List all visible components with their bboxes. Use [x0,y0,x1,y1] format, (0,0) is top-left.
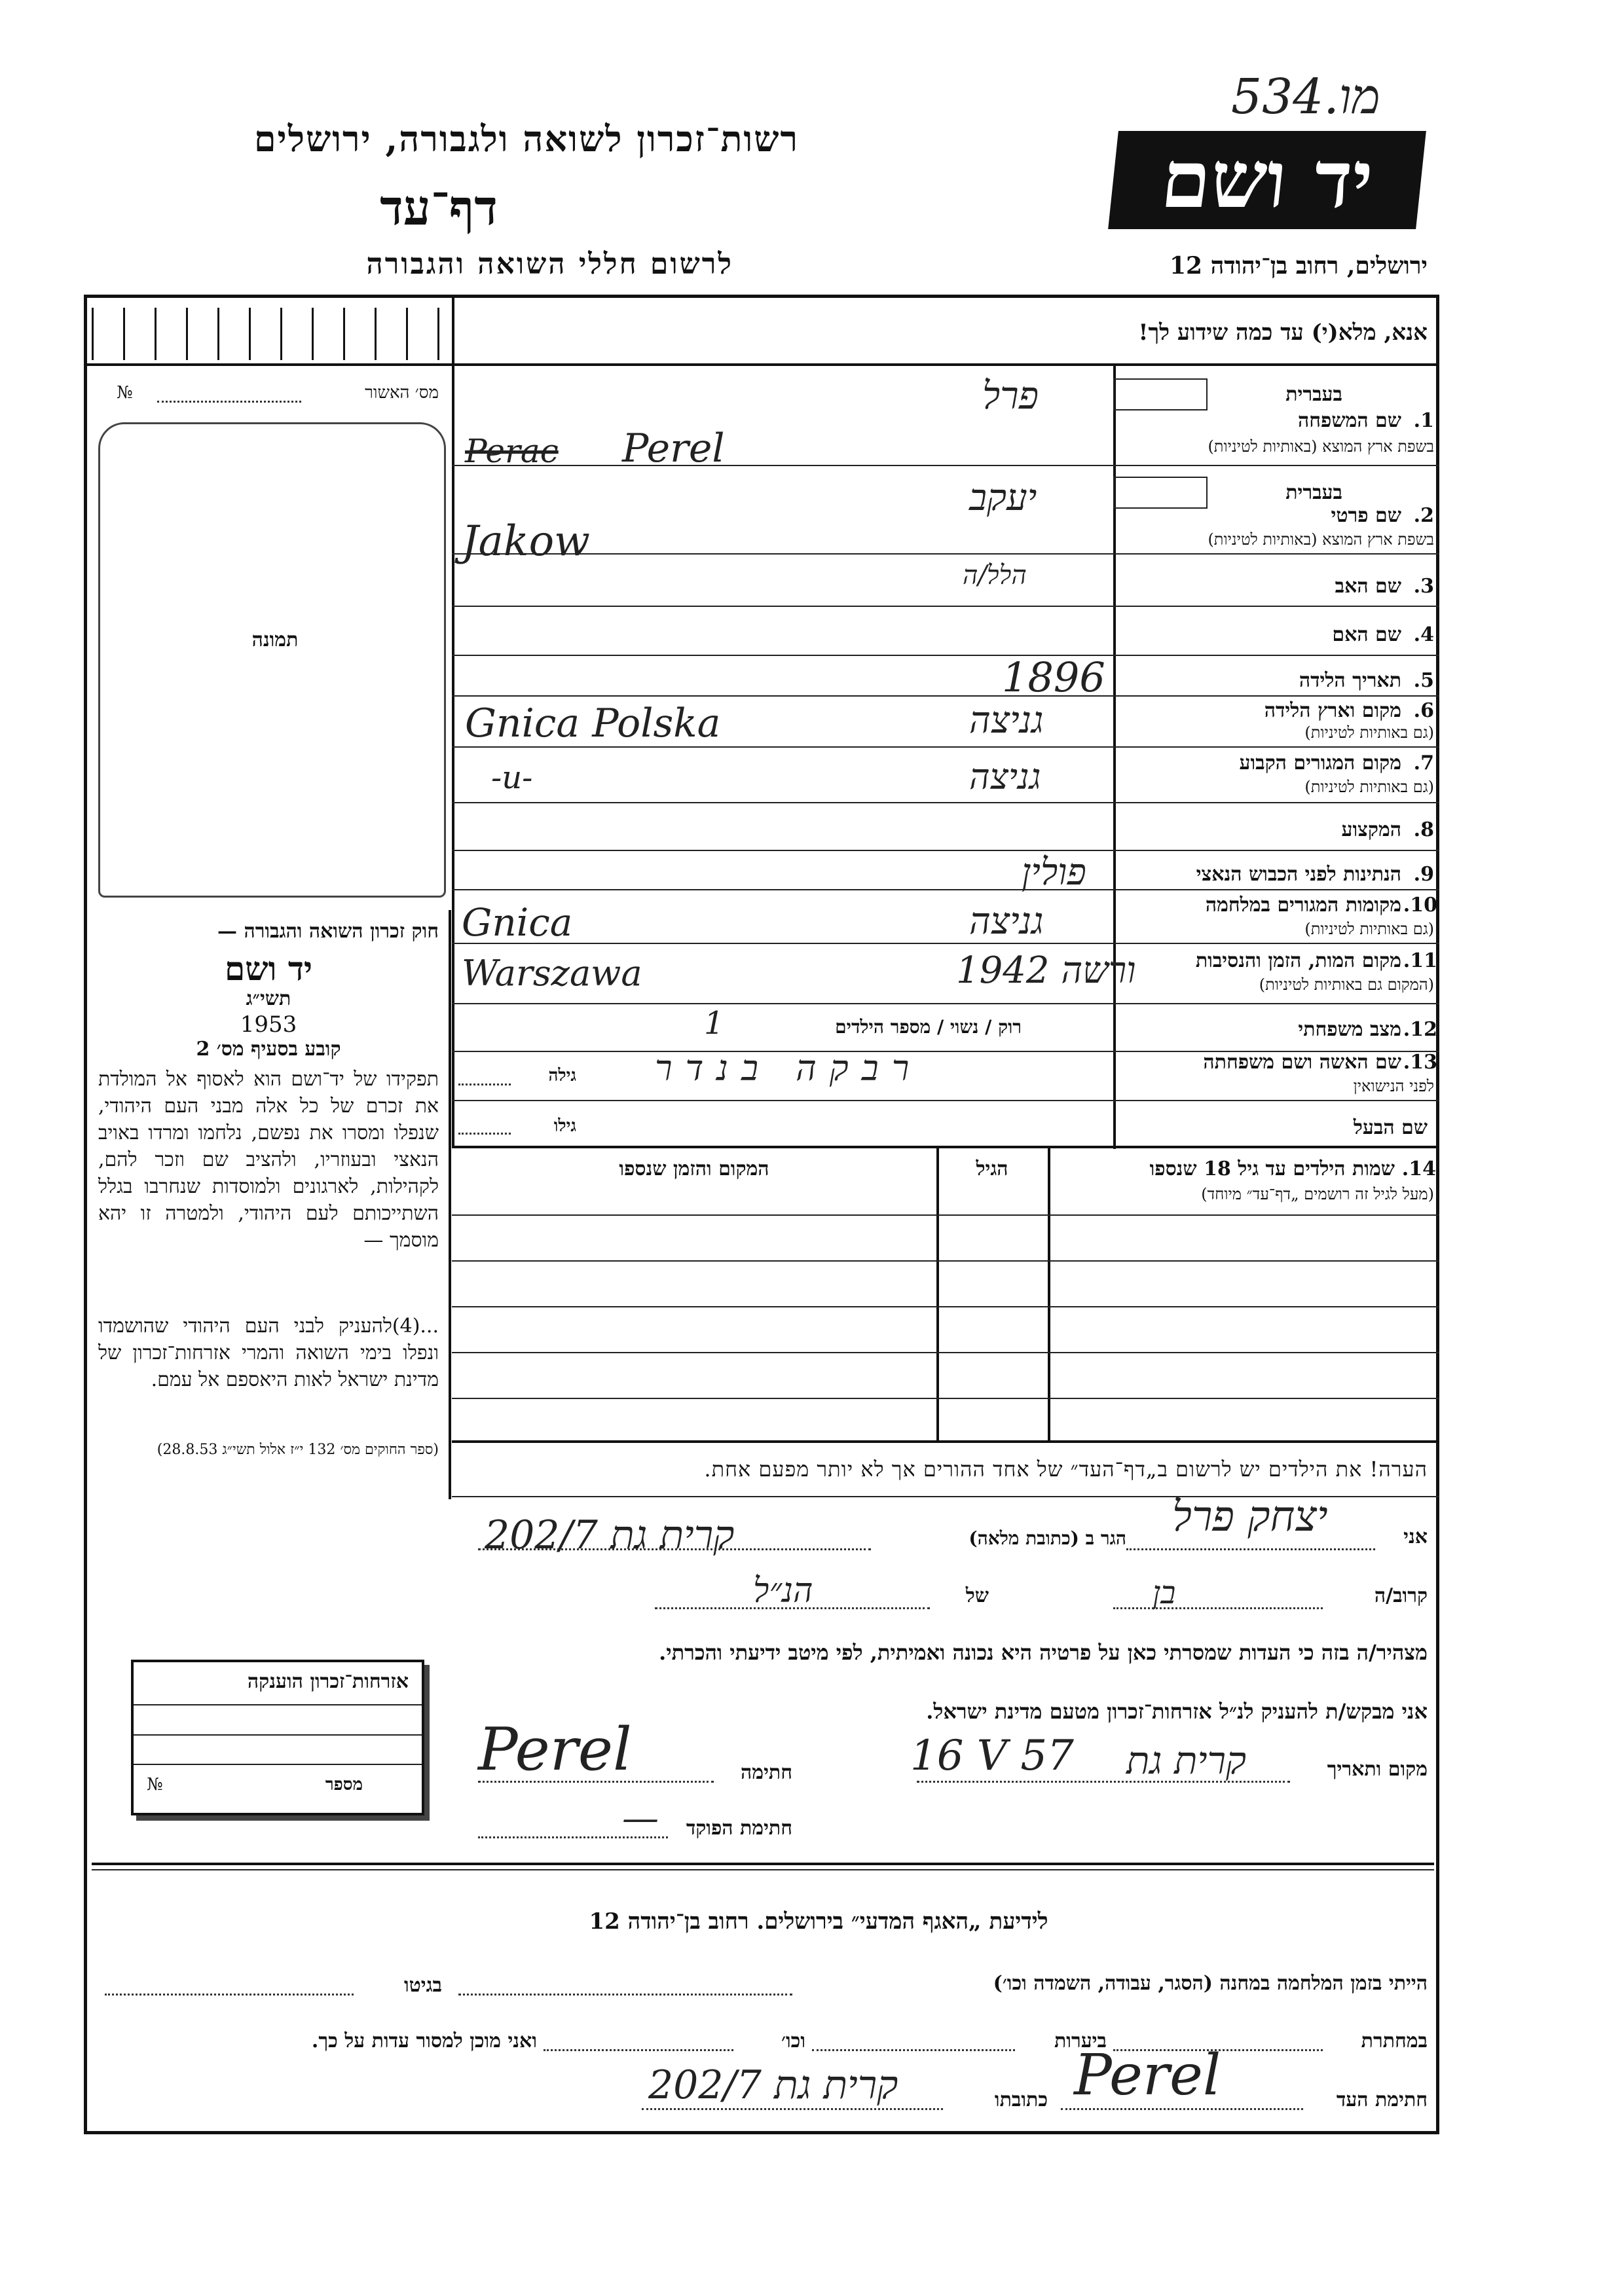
children-col-2 [1048,1146,1050,1440]
law-title: חוק זכרון השואה והגבורה — [217,920,439,943]
field-8-label: המקצוע [1341,818,1401,841]
law-year-heb: תשי״ג [246,987,291,1010]
age-label-f: גילה [548,1066,576,1085]
bottom-divider-2 [92,1869,1434,1870]
birth-place-latin: Gnica Polska [465,701,721,746]
field-5-num: 5. [1413,669,1434,692]
law-year: 1953 [240,1011,297,1038]
in-hebrew-2: בעברית [1285,481,1342,504]
law-name: יד ושם [225,949,312,988]
logo [1108,131,1426,229]
relation-of: הנ״ל [753,1571,813,1611]
request: אני מבקש/ת להעניק לנ״ל אזרחות־זכרון מטעם מדינת ישראל. [926,1699,1428,1724]
field-11-sub: (המקום גם באותיות לטיניות) [1259,975,1434,994]
marital-options: רוק / נשוי / מספר הילדים [835,1016,1022,1038]
ghetto-dots [105,1994,354,1995]
resides-at: הגר ב (כתובת מלאה) [969,1527,1126,1549]
bottom-address: 202/7 קרית גת [648,2062,898,2108]
children-sub: (מעל לגיל זה רושמים „דף־עד״ מיוחד) [1201,1185,1434,1203]
etc-label: וכו׳ [781,2030,805,2052]
birth-place-heb: גניצה [969,699,1044,742]
residence-heb: גניצה [969,756,1041,797]
form-subtitle: לרשום חללי השואה והגבורה [366,247,733,281]
residence-latin: -u- [491,759,533,796]
place-date-label: מקום ותאריך [1327,1758,1428,1781]
bottom-title: לידיעת „האגף המדעי״ בירושלים. רחוב בן־יהודה 12 [589,1908,1048,1935]
logo-text: יד ושם [1156,134,1378,226]
officer-signature-label: חתימת הפוקד [686,1817,792,1840]
field-13-sub: לפני הנישואין [1353,1077,1434,1095]
field-12-label: מצב משפחתי [1298,1018,1401,1041]
field-2-label: שם פרטי [1331,504,1401,527]
divider-left-col [452,295,454,1146]
children-row [452,1352,1439,1353]
row-line [452,553,1439,555]
citizenship-line [134,1704,422,1705]
law-body-2: ...(4)להעניק לבני העם היהודי שהושמדו ונפלו בימי השואה והמרי אזרחות־זכרון של מדינת ישראל לאות היאספם אל עמם. [98,1315,439,1391]
row-line [452,943,1439,944]
forests-dots [812,2049,1015,2051]
death-heb: ורשה 1942 [956,949,1136,992]
citizenship-line [134,1764,422,1765]
field-2-num: 2. [1413,504,1434,527]
declarant-prefix: אני [1403,1525,1428,1548]
wife-name: רבקה בנדר [655,1048,923,1089]
ghetto-label: בגיטו [403,1974,442,1997]
death-latin: Warszawa [462,953,642,994]
children-place-col: המקום והזמן שנספו [619,1157,769,1180]
place: קרית גת [1126,1738,1247,1783]
archive-number: 534.מו [1231,69,1380,125]
citizenship-box [131,1660,424,1815]
field-1-num: 1. [1413,409,1434,432]
relative-label: קרוב/ה [1374,1584,1428,1607]
declarant-dots [1126,1548,1375,1550]
field-6-sub: (גם באותיות לטיניות) [1304,723,1434,742]
relation: בן [1153,1575,1176,1611]
relation-dots [1113,1607,1323,1609]
citizenship-title: אזרחות־זכרון הוענקה [247,1670,409,1693]
citizenship-number-label: מספר [325,1775,363,1795]
field-4-num: 4. [1413,623,1434,646]
field-7-sub: (גם באותיות לטיניות) [1304,778,1434,796]
children-col-1 [936,1146,939,1440]
children-age-col: הגיל [976,1157,1008,1180]
children-row [452,1214,1439,1216]
forests-label: ביערות [1054,2030,1107,2052]
surname-heb: פרל [982,373,1039,418]
in-hebrew-1: בעברית [1285,383,1342,406]
approval-boxes [92,308,445,360]
field-3-num: 3. [1413,575,1434,598]
surname-latin: Perel [622,426,725,471]
field-7-label: מקום המגורים הקבוע [1239,752,1401,774]
row-line [452,655,1439,656]
field-11-label: מקום המות, הזמן והנסיבות [1195,949,1401,972]
approval-no: № [117,383,133,403]
address: ירושלים, רחוב בן־יהודה 12 [1169,252,1428,280]
field-9-label: הנתינות לפני הכבוש הנאצי [1196,863,1401,886]
citizenship-line [134,1734,422,1736]
field-12-num: 12. [1403,1018,1437,1041]
field-husband-label: שם הבעל [1353,1116,1428,1139]
row-line [452,465,1439,466]
nationality: פולין [1022,851,1086,894]
row-line [452,1100,1439,1101]
field-3-label: שם האב [1335,575,1401,598]
field-10-label: מקומות המגורים במלחמה [1205,894,1401,917]
row-line [452,746,1439,748]
field-6-num: 6. [1413,699,1434,722]
approval-label: מס׳ האשור [365,383,439,403]
children-row [452,1398,1439,1399]
field-4-label: שם האם [1332,623,1401,646]
field-2-sub: בשפת ארץ המוצא (באותיות לטיניות) [1208,530,1434,549]
law-ref: (ספר החוקים מס׳ 132 י״ז אלול תשי״ג 28.8.53) [157,1442,439,1458]
declaration: מצהיר/ה בזה כי העדות שמסרתי כאן על פרטיה היא נכונה ואמיתית, לפי מיטב ידיעתי והכרתי. [659,1640,1428,1665]
hebrew-box-1 [1113,378,1208,410]
children-heading: שמות הילדים עד גיל 18 שנספו [1149,1157,1395,1180]
row-line [452,850,1439,851]
children-row [452,1260,1439,1262]
witness-signature-label: חתימת העד [1336,2088,1428,2111]
law-body: תפקידו של יד־ושם הוא לאסוף אל המולדת את זכרם של כל אלה מבני העם היהודי, שנפלו ומסרו את נפשם, נלחמו ומרדו באויב הנאצי ובעוזריו, ולהציב שם וזכר להם, לקהילות, לארגונים ולמוסדות שנחרבו בגלל השתייכותם לעם היהודי, ולמטרה זו יהא מוסמך — [98,1068,439,1252]
field-7-num: 7. [1413,752,1434,774]
field-10-num: 10. [1403,894,1437,917]
father-name: הלל/ה [963,560,1027,591]
camp-dots [458,1994,792,1995]
witness-sig-dots [1061,2108,1303,2110]
date: 16 V 57 [910,1732,1074,1780]
row-line [452,889,1439,890]
row-line [452,695,1439,697]
surname-latin-struck: Perac [465,432,559,470]
divider-top [84,363,1439,366]
children-bottom [452,1440,1439,1443]
signature: Perel [478,1715,632,1784]
declarant-name: יצחק פרל [1172,1493,1328,1541]
field-13-num: 13. [1403,1051,1437,1074]
signature-label: חתימה [741,1761,792,1784]
row-line [452,1003,1439,1004]
birth-year: 1896 [1002,653,1105,701]
field-5-label: תאריך הלידה [1299,669,1401,692]
wartime-latin: Gnica [462,900,573,945]
given-latin: Jakow [462,517,590,566]
citizenship-no: № [147,1775,163,1795]
age-f-dots [458,1084,511,1085]
partisans-label: במחתרת [1361,2030,1428,2052]
field-10-sub: (גם באותיות לטיניות) [1304,920,1434,938]
instruction: אנא, מלא(י) עד כמה שידוע לך! [1138,319,1428,346]
children-num: 14. [1401,1157,1436,1180]
field-13-label: שם האשה ושם משפחתה [1203,1051,1401,1074]
form-title: דף־עד [380,180,498,236]
children-row [452,1306,1439,1307]
field-8-num: 8. [1413,818,1434,841]
children-count: 1 [704,1005,724,1042]
row-line-bold [452,1146,1439,1148]
declarant-address: 202/7 קרית גת [485,1512,735,1558]
address-label-bottom: כתובתו [994,2088,1048,2111]
org-line: רשות־זכרון לשואה ולגבורה, ירושלים [253,118,799,160]
field-11-num: 11. [1403,949,1437,972]
bottom-line1: הייתי בזמן המלחמה במחנה (הסגר, עבודה, השמדה וכו׳) [993,1972,1428,1995]
approval-dots [157,401,301,403]
field-1-sub: בשפת ארץ המוצא (באותיות לטיניות) [1208,437,1434,456]
field-1-label: שם המשפחה [1297,409,1401,432]
age-label-m: גילו [553,1116,576,1136]
bottom-divider [92,1863,1434,1865]
photo-frame [98,422,446,898]
note: הערה! את הילדים יש לרשום ב„דף־העד״ של אחד ההורים אך לא יותר מפעם אחת. [704,1457,1428,1482]
officer-signature: — [622,1797,659,1840]
wartime-heb: גניצה [969,900,1044,943]
row-line [452,802,1439,803]
etc-dots [544,2049,733,2051]
bottom-address-dots [642,2108,943,2110]
age-m-dots [458,1133,511,1135]
row-line [452,606,1439,607]
given-heb: יעקב [969,477,1037,519]
field-9-num: 9. [1413,863,1434,886]
bottom-signature: Perel [1074,2043,1221,2108]
field-6-label: מקום וארץ הלידה [1264,699,1401,722]
of-label: של [965,1584,989,1607]
ready-label: ואני מוכן למסור עדות על כך. [311,2030,537,2052]
law-section: קובע בסעיף מס׳ 2 [196,1038,341,1061]
photo-label: תמונה [251,629,299,651]
